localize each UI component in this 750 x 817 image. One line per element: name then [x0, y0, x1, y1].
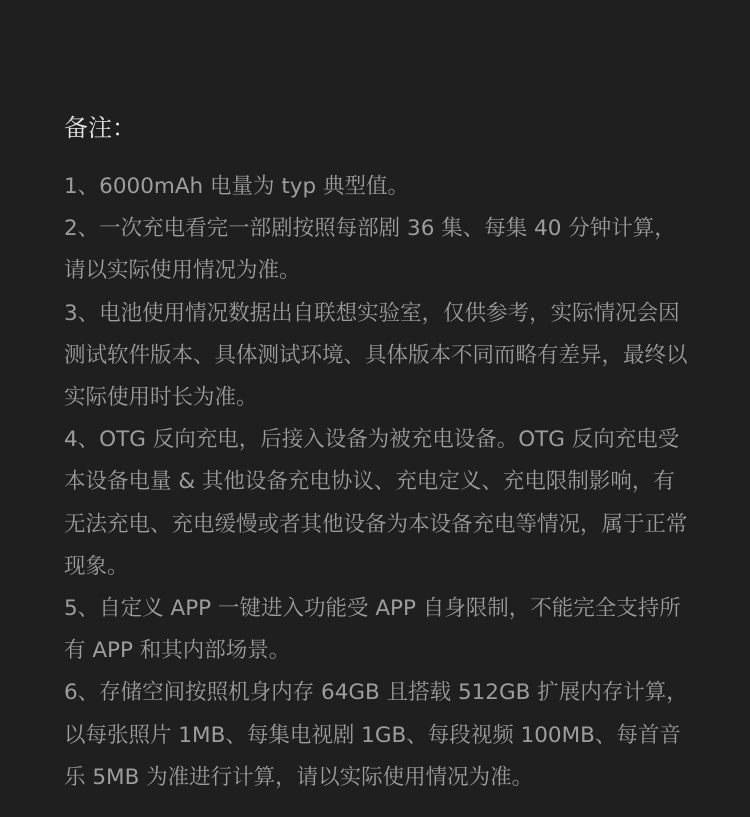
note-item-3: 3、电池使用情况数据出自联想实验室，仅供参考，实际情况会因测试软件版本、具体测试环境、具体版本不同而略有差异，最终以实际使用时长为准。 [64, 300, 688, 411]
note-item-1: 1、6000mAh 电量为 typ 典型值。 [64, 174, 409, 199]
note-item-2: 2、一次充电看完一部剧按照每部剧 36 集、每集 40 分钟计算，请以实际使用情况为准。 [64, 216, 676, 284]
note-item-4: 4、OTG 反向充电，后接入设备为被充电设备。OTG 反向充电受本设备电量 & 其他设备充电协议、充电定义、充电限制影响，有无法充电、充电缓慢或者其他设备为本设备充电等情况，属于正常现象。 [64, 427, 688, 579]
notes-title: 备注： [64, 114, 136, 142]
notes-section [64, 108, 694, 799]
note-item-6: 6、存储空间按照机身内存 64GB 且搭载 512GB 扩展内存计算，以每张照片 1MB、每集电视剧 1GB、每段视频 100MB、每首音乐 5MB 为准进行计算，请以实际使用情况为准。 [64, 680, 688, 790]
note-item-5: 5、自定义 APP 一键进入功能受 APP 自身限制，不能完全支持所有 APP 和其内部场景。 [64, 596, 681, 664]
